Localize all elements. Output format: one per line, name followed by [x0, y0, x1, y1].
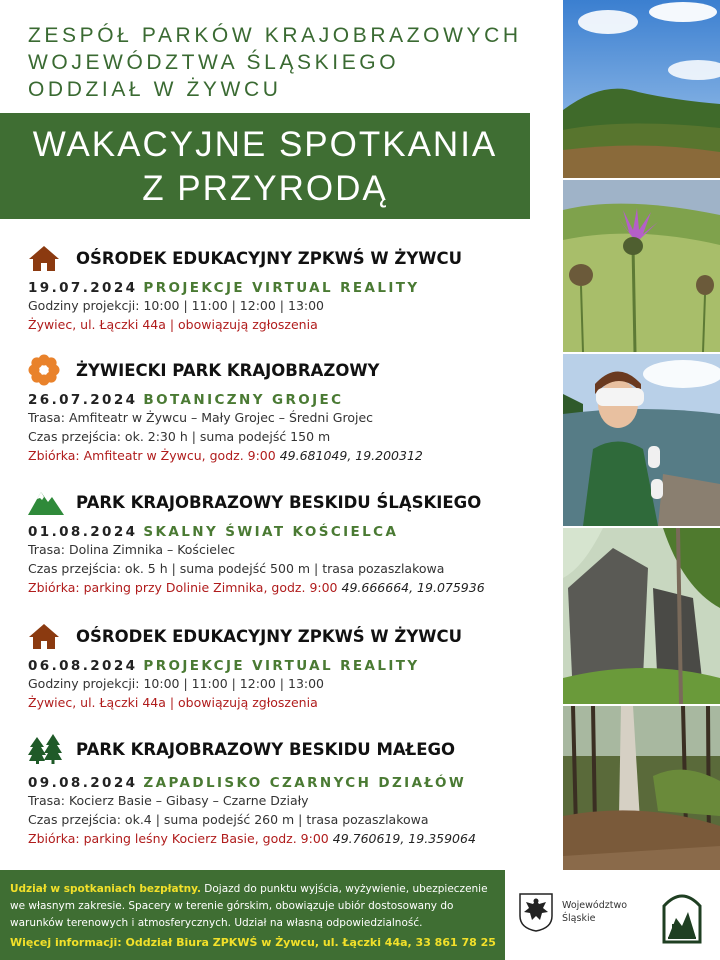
event-name: BOTANICZNY GROJEC — [143, 392, 344, 408]
event-meeting — [28, 578, 563, 597]
event-date-row — [28, 524, 563, 540]
event-meeting-text: Żywiec, ul. Łączki 44a | obowiązują zgłoszenia — [28, 317, 318, 332]
photo-column — [563, 0, 720, 870]
event-meeting-text: Zbiórka: parking leśny Kocierz Basie, godz. 9:00 — [28, 831, 329, 846]
header-line-1: ZESPÓŁ PARKÓW KRAJOBRAZOWYCH — [28, 24, 522, 47]
event-date: 19.07.2024 — [28, 280, 138, 296]
event-item — [28, 733, 563, 848]
event-date-row — [28, 392, 563, 408]
header-line-3: ODDZIAŁ W ŻYWCU — [28, 78, 282, 101]
event-item — [28, 354, 563, 465]
event-title: OŚRODEK EDUKACYJNY ZPKWŚ W ŻYWCU — [76, 626, 462, 646]
event-date: 06.08.2024 — [28, 658, 138, 674]
event-item — [28, 242, 563, 334]
event-date: 09.08.2024 — [28, 775, 138, 791]
footer-description: Dojazd do punktu wyjścia, wyżywienie, ubezpieczenie we własnym zakresie. Spacery w terenie górskim, obowiązuje ubiór dostosowany do warunków terenowych i atmosferycznych. Udział na własną odpowiedzialność. — [10, 883, 488, 929]
event-date-row — [28, 658, 563, 674]
event-coordinates: 49.681049, 19.200312 — [279, 448, 423, 463]
event-name: SKALNY ŚWIAT KOŚCIELCA — [143, 524, 399, 540]
event-title-row — [28, 620, 563, 652]
park-logo — [660, 888, 704, 948]
event-detail: Godziny projekcji: 10:00 | 11:00 | 12:00 | 13:00 — [28, 298, 325, 313]
footer-info-panel — [0, 870, 505, 960]
voivodeship-logo — [518, 892, 627, 932]
trees-icon — [28, 733, 64, 765]
event-meeting-text: Zbiórka: parking przy Dolinie Zimnika, godz. 9:00 — [28, 580, 338, 595]
event-name: PROJEKCJE VIRTUAL REALITY — [143, 280, 420, 296]
voivodeship-label — [562, 899, 627, 925]
event-date: 01.08.2024 — [28, 524, 138, 540]
rock-formation-photo — [563, 528, 720, 704]
event-title: PARK KRAJOBRAZOWY BESKIDU MAŁEGO — [76, 739, 456, 759]
mountain-icon — [28, 486, 64, 518]
event-title-row — [28, 733, 563, 765]
event-route: Trasa: Amfiteatr w Żywcu – Mały Grojec – Średni Grojec — [28, 410, 374, 425]
mountain-landscape-photo — [563, 0, 720, 178]
virtual-reality-photo — [563, 354, 720, 526]
event-meeting — [28, 315, 563, 334]
event-route: Trasa: Dolina Zimnika – Kościelec — [28, 542, 236, 557]
event-date: 26.07.2024 — [28, 392, 138, 408]
event-title-row — [28, 486, 563, 518]
footer-highlight: Udział w spotkaniach bezpłatny. — [10, 883, 201, 895]
event-date-row — [28, 775, 563, 791]
footer-contact: Więcej informacji: Oddział Biura ZPKWŚ w Żywcu, ul. Łączki 44a, 33 861 78 25 — [10, 936, 496, 949]
event-item — [28, 486, 563, 597]
banner-title-line-2: Z PRZYRODĄ — [142, 169, 388, 208]
forest-trees-photo — [563, 706, 720, 870]
eagle-emblem-icon — [518, 892, 554, 932]
event-name: PROJEKCJE VIRTUAL REALITY — [143, 658, 420, 674]
event-route: Trasa: Kocierz Basie – Gibasy – Czarne Działy — [28, 793, 309, 808]
event-title: ŻYWIECKI PARK KRAJOBRAZOWY — [76, 360, 380, 380]
footer-text — [10, 881, 500, 951]
park-emblem-icon — [660, 888, 704, 944]
event-coordinates: 49.760619, 19.359064 — [332, 831, 476, 846]
title-banner — [0, 113, 530, 219]
voivodeship-label-line-1: Województwo — [562, 900, 628, 911]
thistle-flower-photo — [563, 180, 720, 352]
flower-icon — [28, 354, 64, 386]
house-icon — [28, 242, 64, 274]
event-coordinates: 49.666664, 19.075936 — [341, 580, 485, 595]
event-date-row — [28, 280, 563, 296]
event-meeting — [28, 693, 563, 712]
event-title: OŚRODEK EDUKACYJNY ZPKWŚ W ŻYWCU — [76, 248, 462, 268]
event-meeting-text: Zbiórka: Amfiteatr w Żywcu, godz. 9:00 — [28, 448, 276, 463]
house-icon — [28, 620, 64, 652]
banner-title-line-1: WAKACYJNE SPOTKANIA — [32, 125, 498, 164]
footer — [0, 870, 720, 960]
organization-header — [28, 22, 548, 103]
header-line-2: WOJEWÓDZTWA ŚLĄSKIEGO — [28, 51, 400, 74]
event-title-row — [28, 354, 563, 386]
event-duration: Czas przejścia: ok.4 | suma podejść 260 m | trasa pozaszlakowa — [28, 812, 429, 827]
event-duration: Czas przejścia: ok. 2:30 h | suma podejść 150 m — [28, 429, 331, 444]
event-title-row — [28, 242, 563, 274]
event-item — [28, 620, 563, 712]
voivodeship-label-line-2: Śląskie — [562, 913, 596, 924]
event-meeting-text: Żywiec, ul. Łączki 44a | obowiązują zgłoszenia — [28, 695, 318, 710]
event-meeting — [28, 829, 563, 848]
event-duration: Czas przejścia: ok. 5 h | suma podejść 500 m | trasa pozaszlakowa — [28, 561, 445, 576]
event-name: ZAPADLISKO CZARNYCH DZIAŁÓW — [143, 775, 467, 791]
event-title: PARK KRAJOBRAZOWY BESKIDU ŚLĄSKIEGO — [76, 492, 482, 512]
event-meeting — [28, 446, 563, 465]
event-detail: Godziny projekcji: 10:00 | 11:00 | 12:00 | 13:00 — [28, 676, 325, 691]
